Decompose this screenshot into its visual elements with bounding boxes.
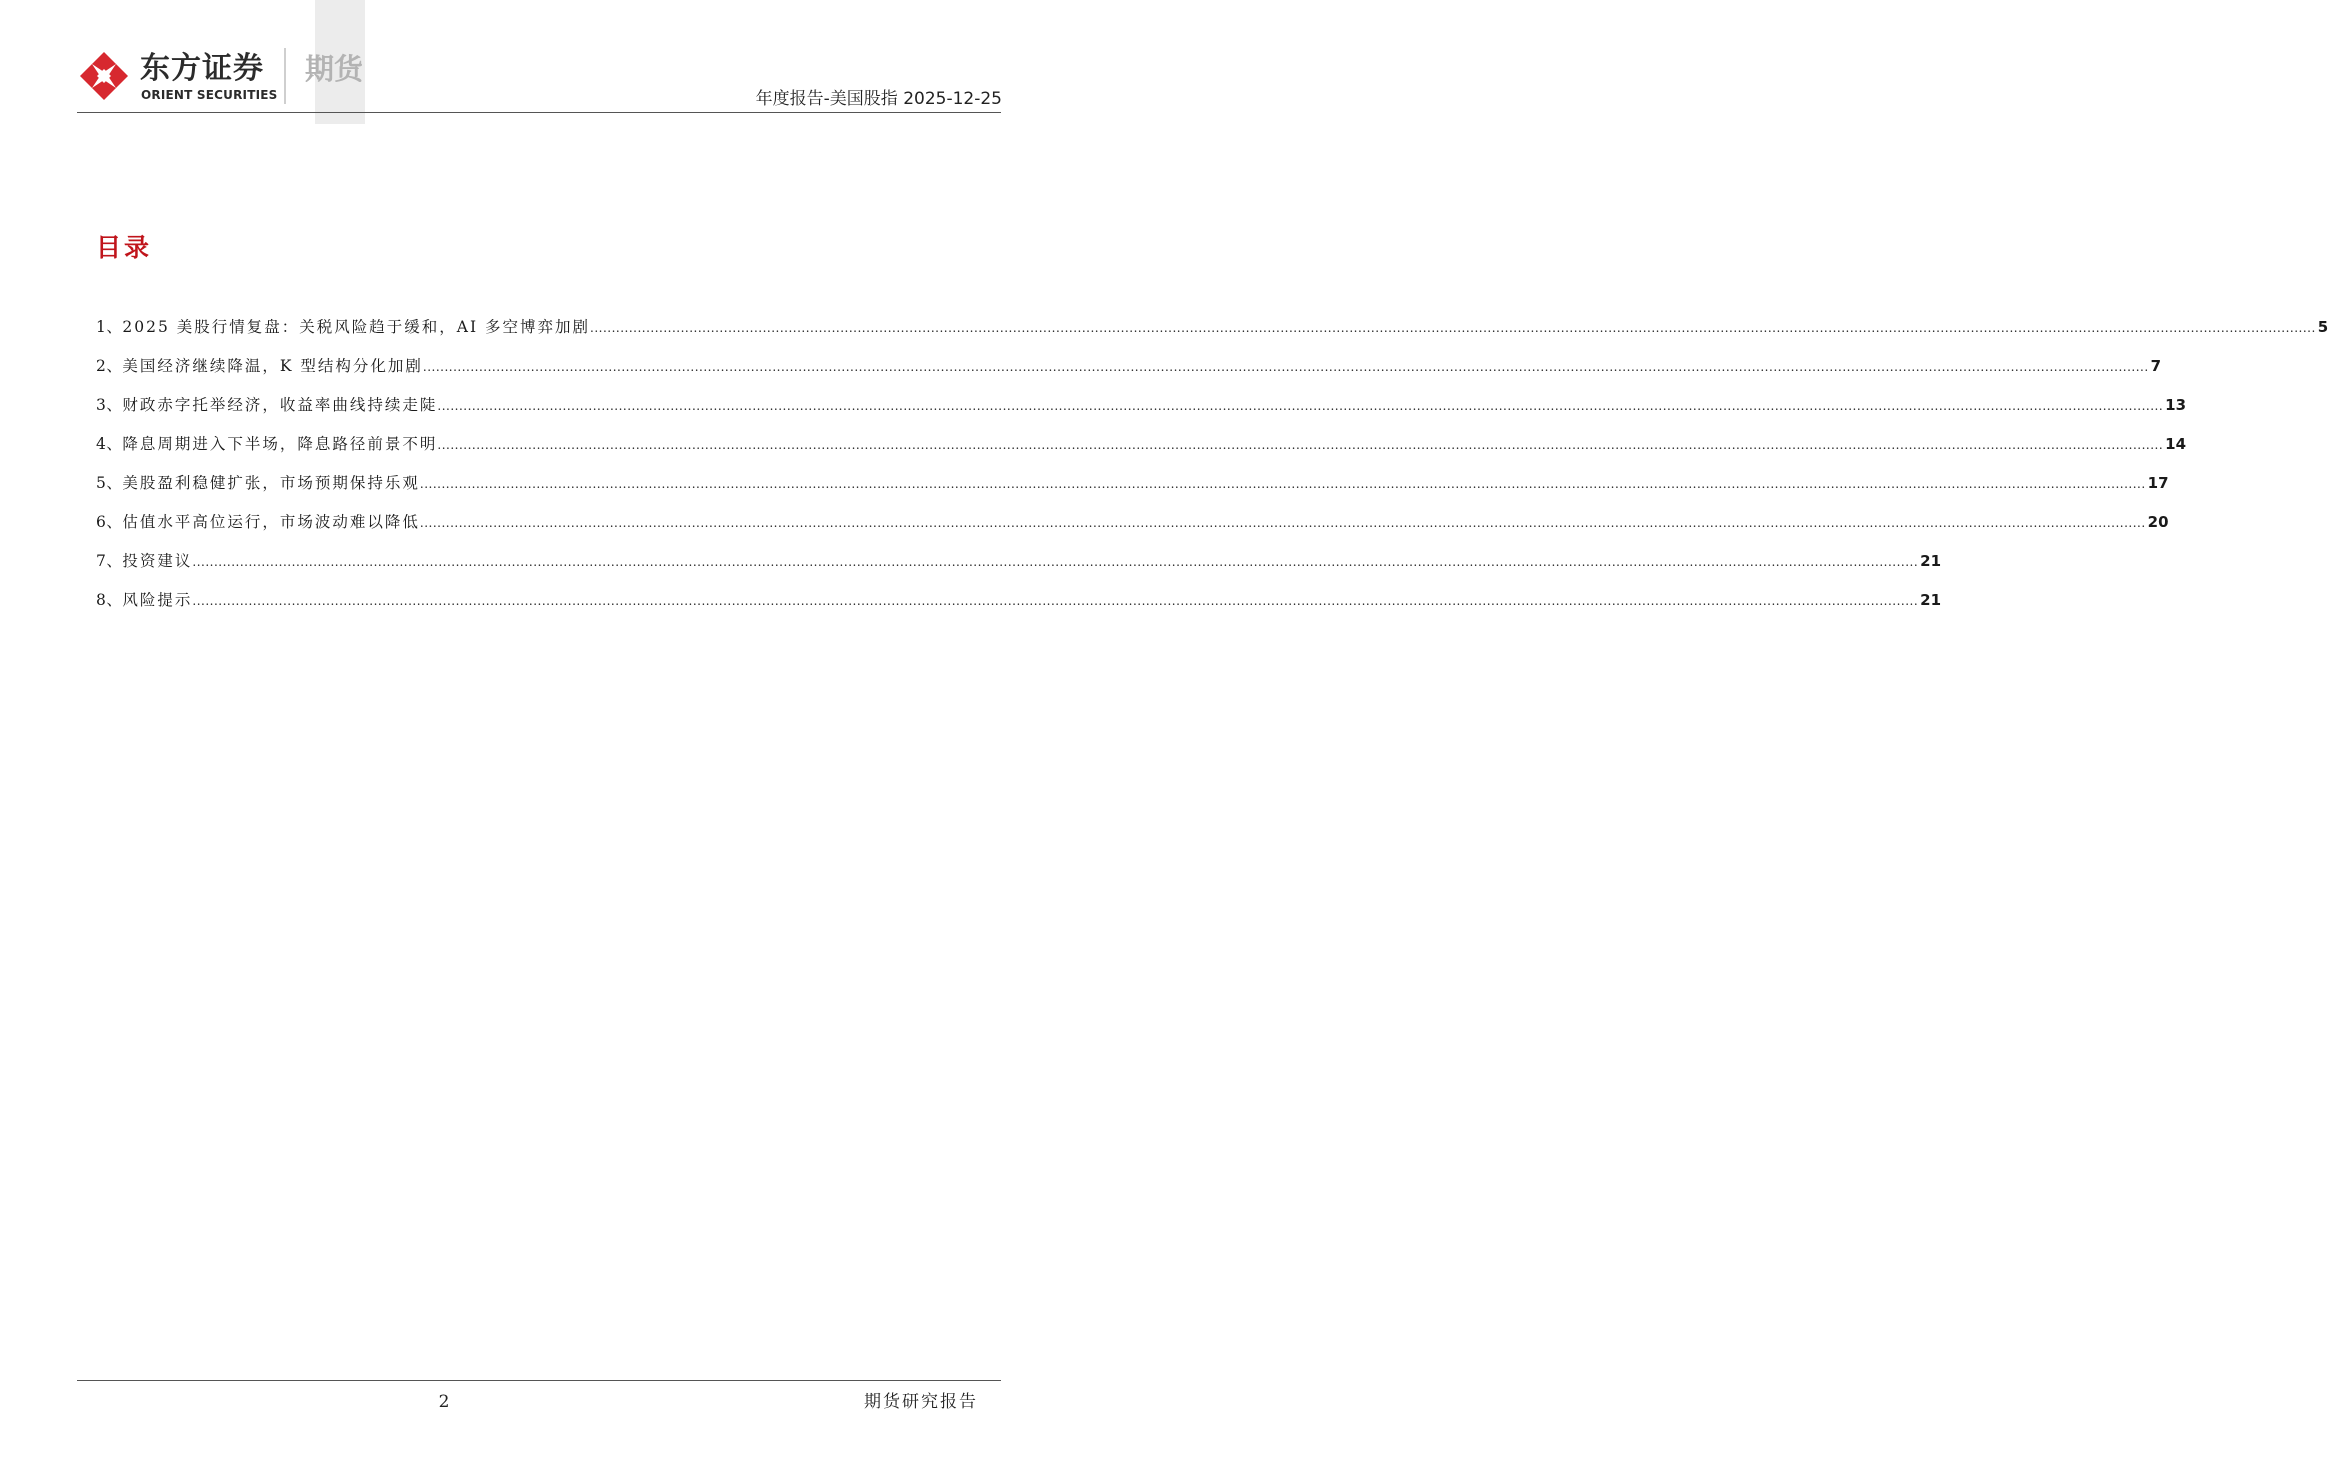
toc-entry-number: 6、 — [96, 513, 123, 531]
toc-entry[interactable] — [96, 352, 2162, 391]
toc-entry-page: 7 — [2150, 357, 2162, 375]
brand-name-en: ORIENT SECURITIES — [141, 88, 278, 102]
orient-securities-logo-icon — [76, 48, 132, 104]
page-number: 2 — [438, 1392, 450, 1412]
toc-entry-title: 美国经济继续降温，K 型结构分化加剧 — [122, 357, 423, 375]
toc-entry-number: 2、 — [96, 357, 123, 375]
toc-entry-page: 5 — [2317, 318, 2328, 336]
toc-dot-leader: ................................................................................................................................................................................................................................................................................................................................................................................................................ — [422, 360, 2149, 374]
toc-dot-leader: ................................................................................................................................................................................................................................................................................................................................................................................................................ — [437, 438, 2164, 452]
toc-entry-number: 7、 — [96, 552, 123, 570]
toc-entry[interactable] — [96, 586, 1942, 625]
brand-divider — [284, 48, 286, 104]
toc-entry-number: 5、 — [96, 474, 123, 492]
toc-entry-page: 21 — [1920, 591, 1942, 609]
toc-title: 目录 — [96, 233, 153, 262]
toc-entry-number: 8、 — [96, 591, 123, 609]
toc-entry-number: 1、 — [96, 318, 123, 336]
toc-entry-title: 估值水平高位运行，市场波动难以降低 — [122, 513, 420, 531]
futures-label: 期货 — [305, 52, 364, 86]
toc-entry-number: 4、 — [96, 435, 123, 453]
toc-dot-leader: ................................................................................................................................................................................................................................................................................................................................................................................................................ — [419, 477, 2146, 491]
footer-label: 期货研究报告 — [864, 1392, 978, 1412]
toc-entry[interactable] — [96, 547, 1942, 586]
toc-entry-title: 美股盈利稳健扩张，市场预期保持乐观 — [122, 474, 420, 492]
toc-entry-title: 投资建议 — [122, 552, 193, 570]
toc-entry[interactable] — [96, 391, 2187, 430]
toc-entry-page: 13 — [2165, 396, 2187, 414]
toc-list — [96, 313, 2328, 625]
toc-entry-page: 17 — [2147, 474, 2169, 492]
toc-entry-number: 3、 — [96, 396, 123, 414]
report-meta: 年度报告-美国股指 2025-12-25 — [755, 89, 1002, 109]
toc-entry[interactable] — [96, 430, 2187, 469]
toc-entry-title: 降息周期进入下半场，降息路径前景不明 — [122, 435, 438, 453]
toc-dot-leader: ................................................................................................................................................................................................................................................................................................................................................................................................................ — [192, 555, 1919, 569]
toc-entry-page: 20 — [2147, 513, 2169, 531]
toc-entry-title: 财政赤字托举经济，收益率曲线持续走陡 — [122, 396, 438, 414]
toc-entry-title: 2025 美股行情复盘：关税风险趋于缓和，AI 多空博弈加剧 — [122, 318, 590, 336]
brand-name-cn: 东方证券 — [140, 51, 264, 86]
page-header — [0, 0, 1080, 124]
toc-entry[interactable] — [96, 313, 2328, 352]
toc-entry[interactable] — [96, 469, 2169, 508]
toc-entry[interactable] — [96, 508, 2169, 547]
toc-dot-leader: ................................................................................................................................................................................................................................................................................................................................................................................................................ — [419, 516, 2146, 530]
footer-rule — [77, 1380, 1001, 1381]
toc-dot-leader: ................................................................................................................................................................................................................................................................................................................................................................................................................ — [590, 321, 2316, 335]
toc-dot-leader: ................................................................................................................................................................................................................................................................................................................................................................................................................ — [437, 399, 2164, 413]
header-rule — [77, 112, 1001, 113]
toc-entry-page: 14 — [2165, 435, 2187, 453]
toc-entry-title: 风险提示 — [122, 591, 193, 609]
toc-dot-leader: ................................................................................................................................................................................................................................................................................................................................................................................................................ — [192, 594, 1919, 608]
toc-entry-page: 21 — [1920, 552, 1942, 570]
